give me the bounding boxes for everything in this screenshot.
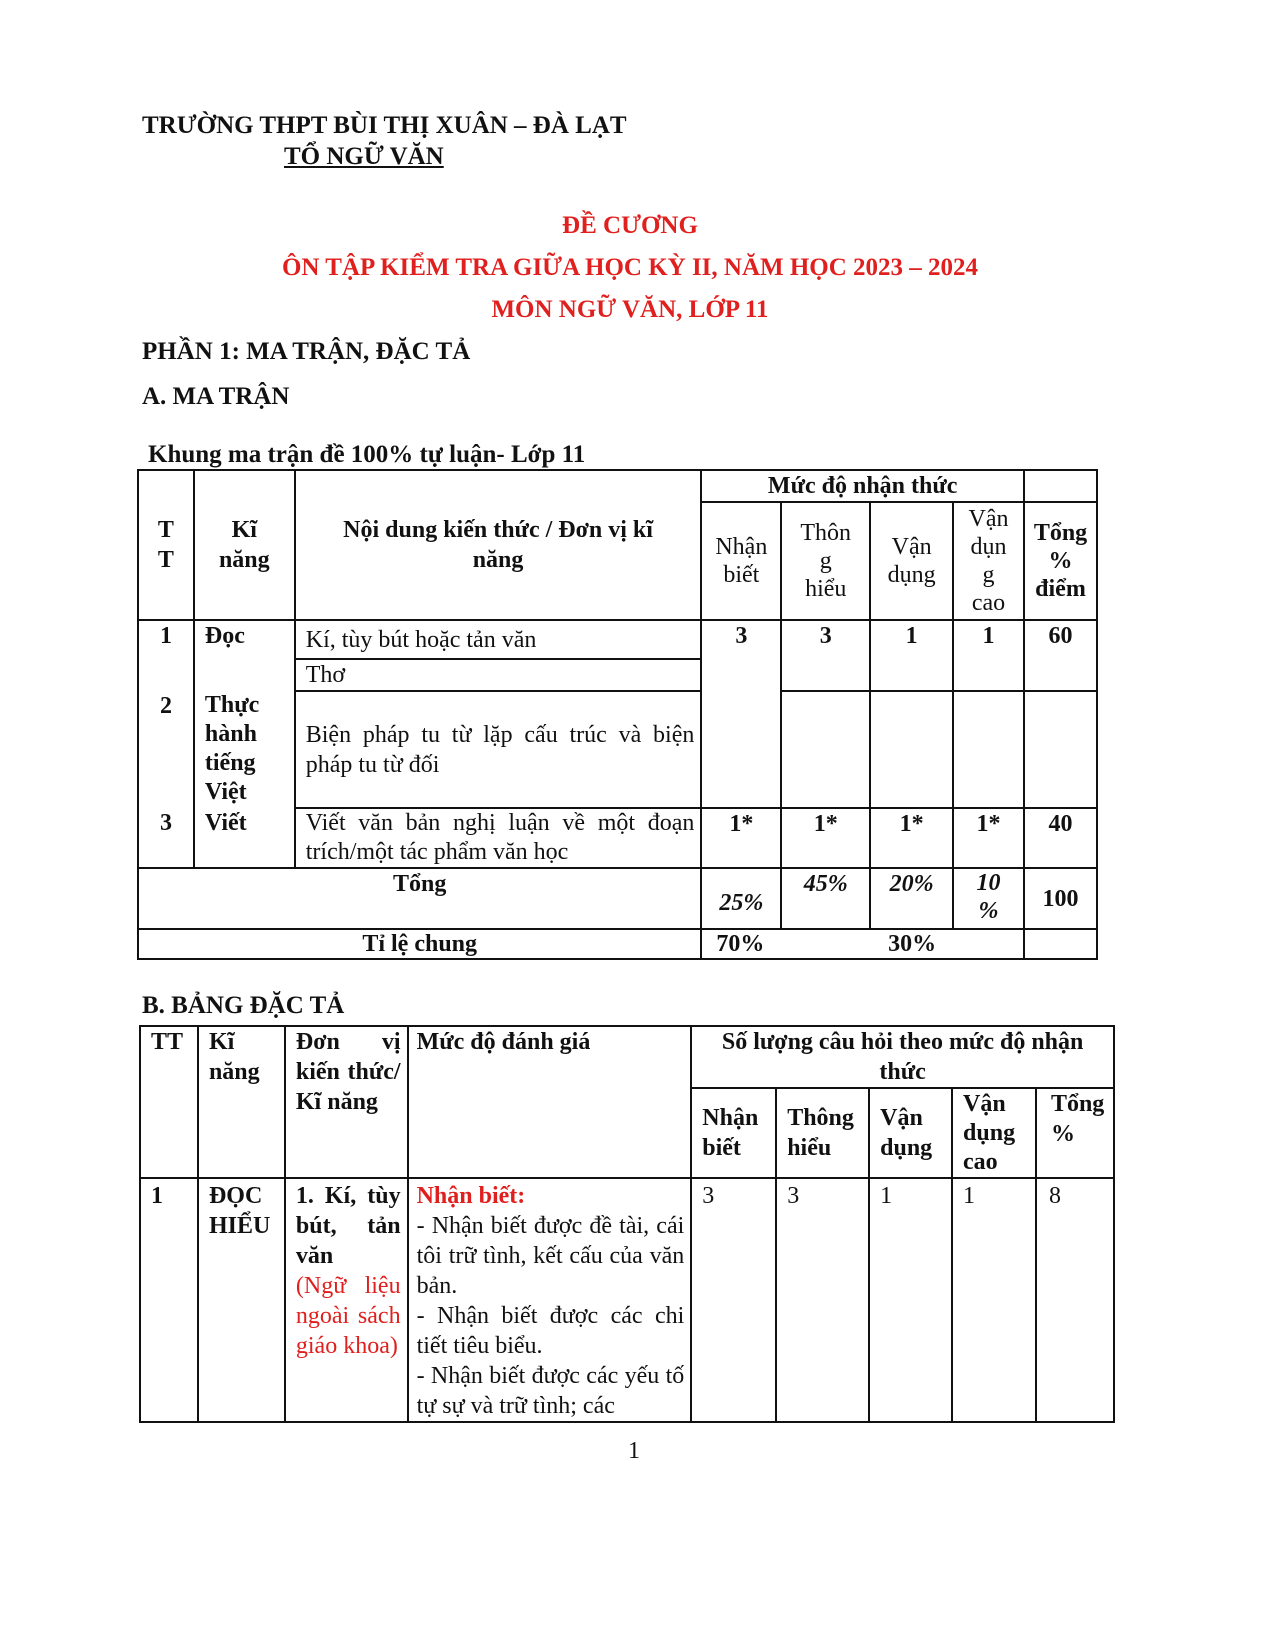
spec-header-tt: TT <box>140 1026 198 1178</box>
matrix-ratio-a: 70% <box>701 929 870 959</box>
matrix-header-blank <box>1024 470 1097 502</box>
matrix-row1-l2: 3 <box>781 620 870 691</box>
matrix-header-tt: T T <box>138 470 194 620</box>
matrix-row2-l3 <box>870 691 953 808</box>
matrix-total-l1: 25% <box>701 868 781 929</box>
matrix-row1-no: 1 2 <box>138 620 194 808</box>
matrix-row3-total: 40 <box>1024 808 1097 868</box>
spec-header-unit: Đơn vị kiến thức/ Kĩ năng <box>285 1026 408 1178</box>
spec-row1-unit-cell <box>285 1178 408 1422</box>
matrix-header-total: Tổng % điểm <box>1024 502 1097 620</box>
matrix-row3-l3: 1* <box>870 808 953 868</box>
spec-header-l4: Vận dụng cao <box>952 1088 1036 1178</box>
spec-header-l3: Vận dụng <box>869 1088 952 1178</box>
matrix-row3-l2: 1* <box>781 808 870 868</box>
matrix-header-content: Nội dung kiến thức / Đơn vị kĩ năng <box>295 470 702 620</box>
spec-row1-l3: 1 <box>869 1178 952 1422</box>
page-number: 1 <box>628 1438 640 1464</box>
spec-row1-l1: 3 <box>691 1178 776 1422</box>
matrix-row3-skill: Viết <box>194 808 295 868</box>
matrix-row2-total <box>1024 691 1097 808</box>
matrix-row2-skill: Thực hành tiếng Việt <box>204 692 260 805</box>
matrix-total-label: Tổng <box>138 868 701 929</box>
spec-header-l1: Nhận biết <box>691 1088 776 1178</box>
spec-row1-no: 1 <box>140 1178 198 1422</box>
section-b-heading: B. BẢNG ĐẶC TẢ <box>142 992 345 1019</box>
matrix-total-l3: 20% <box>870 868 953 929</box>
school-name: TRƯỜNG THPT BÙI THỊ XUÂN – ĐÀ LẠT <box>142 112 627 139</box>
matrix-header-l3: Vận dụng <box>870 502 953 620</box>
spec-row1-unit: 1. Kí, tùy bút, tản văn <box>295 1183 401 1269</box>
spec-row1-total: 8 <box>1036 1178 1114 1422</box>
matrix-row1-l1: 3 <box>701 620 781 808</box>
matrix-row1-l4: 1 <box>953 620 1024 691</box>
spec-row1-eval-cell <box>408 1178 692 1422</box>
spec-header-l2: Thông hiểu <box>776 1088 869 1178</box>
matrix-row1-skill: Đọc Thực hành tiếng Việt <box>194 620 295 808</box>
section-a-heading: A. MA TRẬN <box>142 383 290 410</box>
spec-row1-unit-note: (Ngữ liệu ngoài sách giáo khoa) <box>295 1273 401 1359</box>
matrix-row2-l4 <box>953 691 1024 808</box>
spec-row1-l4: 1 <box>952 1178 1036 1422</box>
part-heading: PHẦN 1: MA TRẬN, ĐẶC TẢ <box>142 338 471 365</box>
matrix-row1-l3: 1 <box>870 620 953 691</box>
matrix-header-l2: Thôn g hiểu <box>781 502 870 620</box>
spec-row1-l2: 3 <box>776 1178 869 1422</box>
matrix-total-l2: 45% <box>781 868 870 929</box>
matrix-row3-no: 3 <box>138 808 194 868</box>
matrix-ratio-blank <box>1024 929 1097 959</box>
matrix-ratio-b: 30% <box>870 929 1024 959</box>
matrix-row1-total: 60 <box>1024 620 1097 691</box>
doc-title: ĐỀ CƯƠNG <box>562 212 698 239</box>
spec-header-total: Tổng % <box>1036 1088 1114 1178</box>
matrix-header-l1: Nhận biết <box>701 502 781 620</box>
matrix-caption: Khung ma trận đề 100% tự luận- Lớp 11 <box>148 441 586 468</box>
matrix-header-skill: Kĩ năng <box>194 470 295 620</box>
matrix-row3-l1: 1* <box>701 808 781 868</box>
matrix-row2-l2 <box>781 691 870 808</box>
spec-table <box>139 1025 1115 1423</box>
spec-header-skill: Kĩ năng <box>198 1026 285 1178</box>
matrix-row3-content: Viết văn bản nghị luận về một đoạn trích/một tác phẩm văn học <box>295 808 702 868</box>
matrix-header-level: Mức độ nhận thức <box>701 470 1024 502</box>
matrix-total-l4: 10 % <box>953 868 1024 929</box>
spec-header-count: Số lượng câu hỏi theo mức độ nhận thức <box>691 1026 1114 1088</box>
spec-header-eval: Mức độ đánh giá <box>408 1026 692 1178</box>
matrix-total-total: 100 <box>1024 868 1097 929</box>
matrix-row2-no: 2 <box>159 693 172 719</box>
matrix-header-l4: Vận dụn g cao <box>953 502 1024 620</box>
department-name: TỔ NGỮ VĂN <box>284 143 444 170</box>
spec-row1-skill: ĐỌC HIỂU <box>198 1178 285 1422</box>
matrix-table <box>137 469 1098 960</box>
matrix-row1-content-b: Thơ <box>295 659 702 691</box>
matrix-ratio-label: Tỉ lệ chung <box>138 929 701 959</box>
doc-subtitle: ÔN TẬP KIỂM TRA GIỮA HỌC KỲ II, NĂM HỌC 2023 – 2024 <box>281 254 979 281</box>
spec-row1-eval-title: Nhận biết: <box>416 1183 526 1209</box>
matrix-row1-content-a: Kí, tùy bút hoặc tản văn <box>295 620 702 659</box>
matrix-row2-content: Biện pháp tu từ lặp cấu trúc và biện pháp tu từ đối <box>295 691 702 808</box>
spec-row1-eval-text: - Nhận biết được đề tài, cái tôi trữ tình, kết cấu của văn bản. - Nhận biết được các chi tiết tiêu biểu. - Nhận biết được các yếu tố tự sự và trữ tình; các <box>416 1213 685 1419</box>
matrix-row3-l4: 1* <box>953 808 1024 868</box>
doc-subject: MÔN NGỮ VĂN, LỚP 11 <box>491 296 769 323</box>
